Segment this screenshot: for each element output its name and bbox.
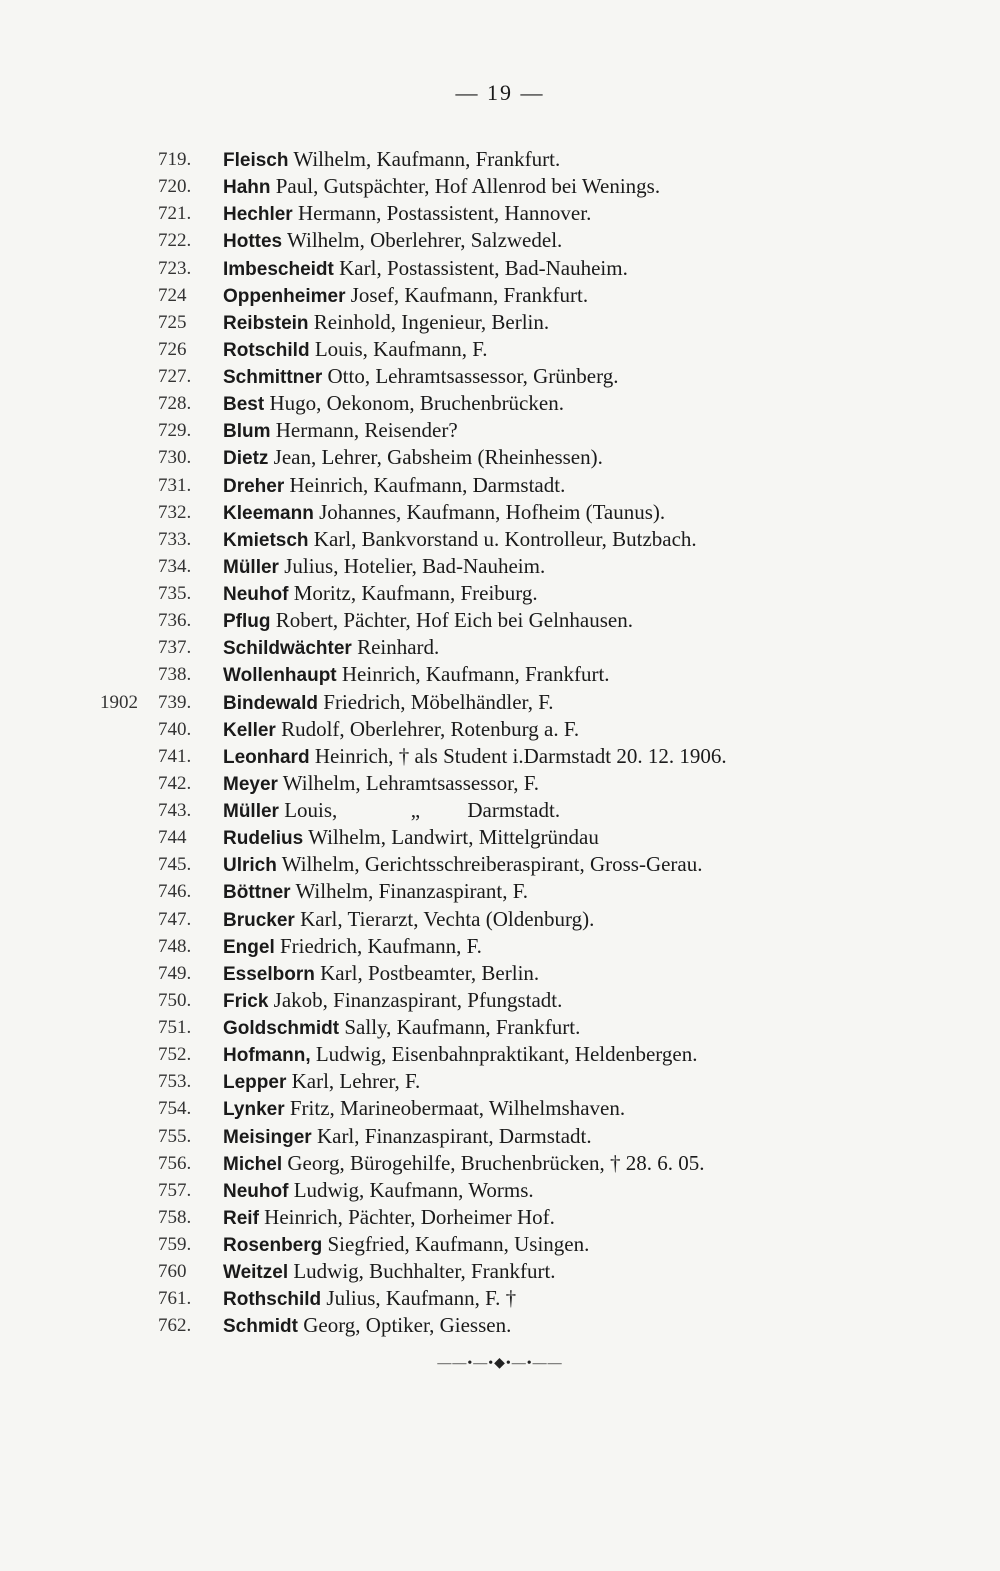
- entry-details: Paul, Gutspächter, Hof Allenrod bei Wenings.: [275, 174, 661, 199]
- entry-surname: Esselborn: [223, 963, 315, 985]
- entry-number: 745.: [158, 854, 192, 876]
- entry-number: 742.: [158, 772, 192, 794]
- entry-surname: Böttner: [223, 882, 291, 904]
- entry-number: 741.: [158, 745, 192, 767]
- entry-number: 737.: [158, 637, 192, 659]
- entry-details: Reinhard.: [357, 635, 440, 660]
- list-item: [0, 282, 1000, 309]
- list-item: [0, 1258, 1000, 1285]
- entry-text: [223, 851, 703, 879]
- entry-surname: Wollenhaupt: [223, 665, 337, 687]
- entry-text: [223, 390, 564, 418]
- entry-surname: Meisinger: [223, 1126, 312, 1148]
- entry-surname: Oppenheimer: [223, 285, 346, 307]
- entry-surname: Imbescheidt: [223, 258, 334, 280]
- entry-details: Julius, Hotelier, Bad-Nauheim.: [284, 553, 546, 578]
- list-item: [0, 255, 1000, 282]
- entry-details: Heinrich, Kaufmann, Darmstadt.: [289, 472, 566, 497]
- end-ornament: ——•—•◆•—•——: [437, 1356, 563, 1371]
- entry-text: [223, 146, 560, 174]
- entry-text: [223, 417, 458, 445]
- list-item: [0, 960, 1000, 987]
- entry-details: Wilhelm, Gerichtsschreiberaspirant, Gross-Gerau.: [281, 852, 703, 877]
- entry-details: Ludwig, Kaufmann, Worms.: [293, 1177, 534, 1202]
- entry-details: Karl, Finanzaspirant, Darmstadt.: [316, 1123, 592, 1148]
- list-item: [0, 1150, 1000, 1177]
- entry-text: [223, 1150, 705, 1178]
- list-item: [0, 472, 1000, 499]
- entry-text: [223, 987, 562, 1015]
- entry-text: [223, 200, 591, 228]
- entry-number: 734.: [158, 555, 192, 577]
- entry-details: Ludwig, Eisenbahnpraktikant, Heldenbergen.: [315, 1042, 698, 1067]
- entry-number: 722.: [158, 230, 192, 252]
- entry-number: 720.: [158, 176, 192, 198]
- entry-surname: Frick: [223, 990, 269, 1012]
- entry-surname: Keller: [223, 719, 276, 741]
- entry-details: Wilhelm, Oberlehrer, Salzwedel.: [287, 228, 563, 253]
- entry-number: 735.: [158, 583, 192, 604]
- entry-text: [223, 1095, 625, 1123]
- entry-number: 748.: [158, 935, 192, 957]
- entry-text: [223, 309, 549, 337]
- entry-surname: Brucker: [223, 909, 295, 931]
- entry-surname: Reif: [223, 1207, 259, 1229]
- list-item: [0, 1204, 1000, 1231]
- entry-surname: Hottes: [223, 231, 283, 253]
- entry-surname: Müller: [223, 801, 279, 822]
- entry-details: Friedrich, Möbelhändler, F.: [323, 689, 554, 714]
- entry-surname: Best: [223, 394, 265, 416]
- list-item: [0, 607, 1000, 634]
- entry-surname: Rosenberg: [223, 1235, 323, 1256]
- entry-number: 724: [158, 284, 187, 306]
- entry-number: 723.: [158, 257, 192, 279]
- entry-details: Jakob, Finanzaspirant, Pfungstadt.: [273, 987, 563, 1012]
- list-item: [0, 770, 1000, 797]
- entry-details: Sally, Kaufmann, Frankfurt.: [344, 1015, 581, 1039]
- entry-details: Ludwig, Buchhalter, Frankfurt.: [293, 1259, 556, 1284]
- entry-number: 751.: [158, 1017, 192, 1038]
- entry-number: 727.: [158, 366, 192, 387]
- entry-surname: Dreher: [223, 475, 285, 497]
- entry-number: 754.: [158, 1098, 192, 1120]
- entry-number: 761.: [158, 1288, 192, 1310]
- entry-details: Wilhelm, Finanzaspirant, F.: [295, 879, 528, 904]
- entry-details: Fritz, Marineobermaat, Wilhelmshaven.: [289, 1096, 626, 1121]
- list-item: [0, 878, 1000, 905]
- entry-details: Heinrich, † als Student i.Darmstadt 20. 12. 1906.: [314, 743, 727, 768]
- list-item: [0, 553, 1000, 580]
- list-item: [0, 173, 1000, 200]
- entry-details: Hermann, Postassistent, Hannover.: [297, 201, 592, 226]
- entry-number: 730.: [158, 447, 192, 469]
- entry-text: [223, 1312, 511, 1340]
- entry-text: [223, 716, 579, 744]
- entry-number: 728.: [158, 393, 192, 415]
- member-list: [0, 146, 1000, 1340]
- entry-text: [223, 878, 528, 906]
- entry-text: [223, 960, 539, 988]
- list-item: [0, 743, 1000, 770]
- entry-text: [223, 1123, 592, 1151]
- entry-number: 747.: [158, 908, 192, 930]
- page-number: — 19 —: [455, 80, 545, 105]
- entry-text: [223, 336, 488, 364]
- entry-number: 726: [158, 338, 187, 360]
- list-item: [0, 444, 1000, 471]
- entry-surname: Lynker: [223, 1099, 285, 1121]
- entry-details: Wilhelm, Kaufmann, Frankfurt.: [293, 147, 561, 171]
- entry-number: 758.: [158, 1206, 192, 1228]
- entry-number: 752.: [158, 1044, 192, 1066]
- entry-surname: Rudelius: [223, 828, 304, 850]
- list-item: [0, 824, 1000, 851]
- entry-details: Friedrich, Kaufmann, F.: [279, 933, 482, 958]
- entry-text: [223, 933, 482, 961]
- list-item: [0, 146, 1000, 173]
- entry-surname: Fleisch: [223, 150, 289, 171]
- entry-number: 749.: [158, 962, 192, 984]
- entry-details: Josef, Kaufmann, Frankfurt.: [350, 282, 589, 307]
- entry-text: [223, 797, 560, 825]
- entry-details: Reinhold, Ingenieur, Berlin.: [313, 309, 550, 334]
- entry-surname: Schmittner: [223, 367, 323, 388]
- entry-surname: Goldschmidt: [223, 1018, 340, 1039]
- list-item: [0, 363, 1000, 390]
- entry-surname: Schmidt: [223, 1316, 298, 1338]
- entry-surname: Müller: [223, 556, 279, 578]
- entry-details: Karl, Postassistent, Bad-Nauheim.: [339, 255, 628, 280]
- entry-text: [223, 1285, 516, 1313]
- entry-text: [223, 444, 603, 472]
- list-item: [0, 906, 1000, 933]
- entry-number: 733.: [158, 528, 192, 550]
- entry-text: [223, 227, 562, 255]
- list-item: [0, 417, 1000, 444]
- entry-number: 719.: [158, 149, 192, 170]
- entry-details: Heinrich, Kaufmann, Frankfurt.: [341, 662, 610, 687]
- entry-number: 739.: [158, 691, 192, 713]
- entry-surname: Pflug: [223, 611, 271, 633]
- entry-details: Wilhelm, Landwirt, Mittelgründau: [308, 825, 599, 850]
- entry-surname: Meyer: [223, 773, 278, 795]
- entry-details: Heinrich, Pächter, Dorheimer Hof.: [264, 1204, 555, 1229]
- entry-text: [223, 1041, 697, 1069]
- entry-number: 756.: [158, 1152, 192, 1174]
- entry-details: Siegfried, Kaufmann, Usingen.: [327, 1232, 590, 1256]
- entry-details: Karl, Tierarzt, Vechta (Oldenburg).: [300, 906, 595, 931]
- list-item: [0, 1123, 1000, 1150]
- entry-number: 738.: [158, 664, 192, 686]
- entry-surname: Kmietsch: [223, 529, 309, 551]
- entry-details: Julius, Kaufmann, F. †: [326, 1286, 517, 1311]
- entry-text: [223, 1258, 556, 1286]
- list-item: [0, 689, 1000, 716]
- list-item: [0, 580, 1000, 607]
- entry-surname: Leonhard: [223, 746, 310, 768]
- entry-surname: Reibstein: [223, 312, 309, 334]
- entry-text: [223, 255, 628, 283]
- list-item: [0, 1285, 1000, 1312]
- entry-text: [223, 743, 727, 771]
- entry-text: [223, 553, 545, 581]
- entry-surname: Rothschild: [223, 1289, 322, 1311]
- entry-surname: Ulrich: [223, 855, 277, 877]
- list-item: [0, 1041, 1000, 1068]
- entry-text: [223, 1177, 534, 1205]
- entry-number: 729.: [158, 420, 192, 442]
- entry-details: Robert, Pächter, Hof Eich bei Gelnhausen.: [275, 608, 633, 633]
- entry-number: 721.: [158, 203, 192, 225]
- entry-surname: Neuhof: [223, 1180, 289, 1202]
- entry-number: 725: [158, 311, 187, 333]
- list-item: [0, 851, 1000, 878]
- list-item: [0, 797, 1000, 824]
- entry-surname: Hahn: [223, 177, 271, 199]
- list-item: [0, 661, 1000, 688]
- entry-details: Jean, Lehrer, Gabsheim (Rheinhessen).: [273, 445, 603, 470]
- entry-text: [223, 1068, 420, 1096]
- entry-number: 755.: [158, 1125, 192, 1147]
- entry-details: Karl, Bankvorstand u. Kontrolleur, Butzbach.: [313, 526, 697, 551]
- list-item: [0, 1014, 1000, 1041]
- entry-text: [223, 824, 599, 852]
- entry-text: [223, 1204, 555, 1232]
- list-item: [0, 1068, 1000, 1095]
- entry-details: Wilhelm, Lehramtsassessor, F.: [282, 770, 539, 795]
- list-item: [0, 526, 1000, 553]
- entry-text: [223, 634, 439, 662]
- entry-details: Johannes, Kaufmann, Hofheim (Taunus).: [319, 499, 666, 524]
- list-item: [0, 390, 1000, 417]
- list-item: [0, 716, 1000, 743]
- entry-number: 760: [158, 1261, 187, 1283]
- list-item: [0, 987, 1000, 1014]
- entry-number: 753.: [158, 1071, 192, 1093]
- entry-number: 744: [158, 827, 187, 849]
- entry-surname: Neuhof: [223, 584, 289, 605]
- entry-text: [223, 1014, 580, 1042]
- entry-text: [223, 661, 610, 689]
- entry-number: 762.: [158, 1315, 192, 1337]
- entry-surname: Weitzel: [223, 1262, 289, 1284]
- entry-surname: Michel: [223, 1153, 283, 1175]
- entry-text: [223, 607, 633, 635]
- entry-text: [223, 526, 697, 554]
- entry-number: 731.: [158, 474, 192, 496]
- entry-text: [223, 363, 618, 391]
- entry-surname: Lepper: [223, 1072, 287, 1094]
- entry-details: Hermann, Reisender?: [275, 418, 458, 443]
- entry-surname: Engel: [223, 936, 275, 958]
- list-item: [0, 1095, 1000, 1122]
- entry-text: [223, 1231, 589, 1259]
- entry-number: 740.: [158, 718, 192, 740]
- entry-details: Louis, „ Darmstadt.: [284, 798, 561, 822]
- entry-number: 732.: [158, 501, 192, 523]
- list-item: [0, 336, 1000, 363]
- entry-text: [223, 499, 665, 527]
- entry-text: [223, 580, 538, 608]
- list-item: [0, 1177, 1000, 1204]
- entry-surname: Blum: [223, 421, 271, 443]
- list-item: [0, 499, 1000, 526]
- list-item: [0, 1231, 1000, 1258]
- entry-number: 759.: [158, 1234, 192, 1255]
- entry-details: Otto, Lehramtsassessor, Grünberg.: [327, 364, 619, 388]
- entry-details: Louis, Kaufmann, F.: [314, 336, 488, 361]
- entry-surname: Schildwächter: [223, 638, 352, 660]
- entry-text: [223, 906, 594, 934]
- list-item: [0, 634, 1000, 661]
- entry-surname: Dietz: [223, 448, 269, 470]
- entry-number: 743.: [158, 800, 192, 821]
- entry-details: Karl, Postbeamter, Berlin.: [320, 960, 540, 985]
- entry-number: 736.: [158, 610, 192, 632]
- entry-surname: Rotschild: [223, 339, 310, 361]
- list-item: [0, 227, 1000, 254]
- list-item: [0, 200, 1000, 227]
- entry-text: [223, 770, 539, 798]
- list-item: [0, 1312, 1000, 1339]
- entry-number: 750.: [158, 989, 192, 1011]
- list-item: [0, 933, 1000, 960]
- entry-year: 1902: [100, 691, 138, 713]
- entry-text: [223, 173, 660, 201]
- entry-details: Georg, Bürogehilfe, Bruchenbrücken, † 28. 6. 05.: [287, 1150, 705, 1175]
- entry-surname: Bindewald: [223, 692, 319, 714]
- entry-text: [223, 689, 553, 717]
- entry-number: 757.: [158, 1179, 192, 1201]
- list-item: [0, 309, 1000, 336]
- entry-details: Hugo, Oekonom, Bruchenbrücken.: [269, 391, 564, 416]
- entry-details: Georg, Optiker, Giessen.: [303, 1313, 512, 1338]
- entry-number: 746.: [158, 881, 192, 903]
- entry-text: [223, 282, 588, 310]
- entry-surname: Hechler: [223, 204, 293, 226]
- entry-details: Karl, Lehrer, F.: [291, 1069, 421, 1094]
- entry-text: [223, 472, 565, 500]
- entry-details: Moritz, Kaufmann, Freiburg.: [293, 581, 538, 605]
- entry-details: Rudolf, Oberlehrer, Rotenburg a. F.: [281, 716, 580, 741]
- entry-surname: Hofmann,: [223, 1045, 311, 1067]
- entry-surname: Kleemann: [223, 502, 314, 524]
